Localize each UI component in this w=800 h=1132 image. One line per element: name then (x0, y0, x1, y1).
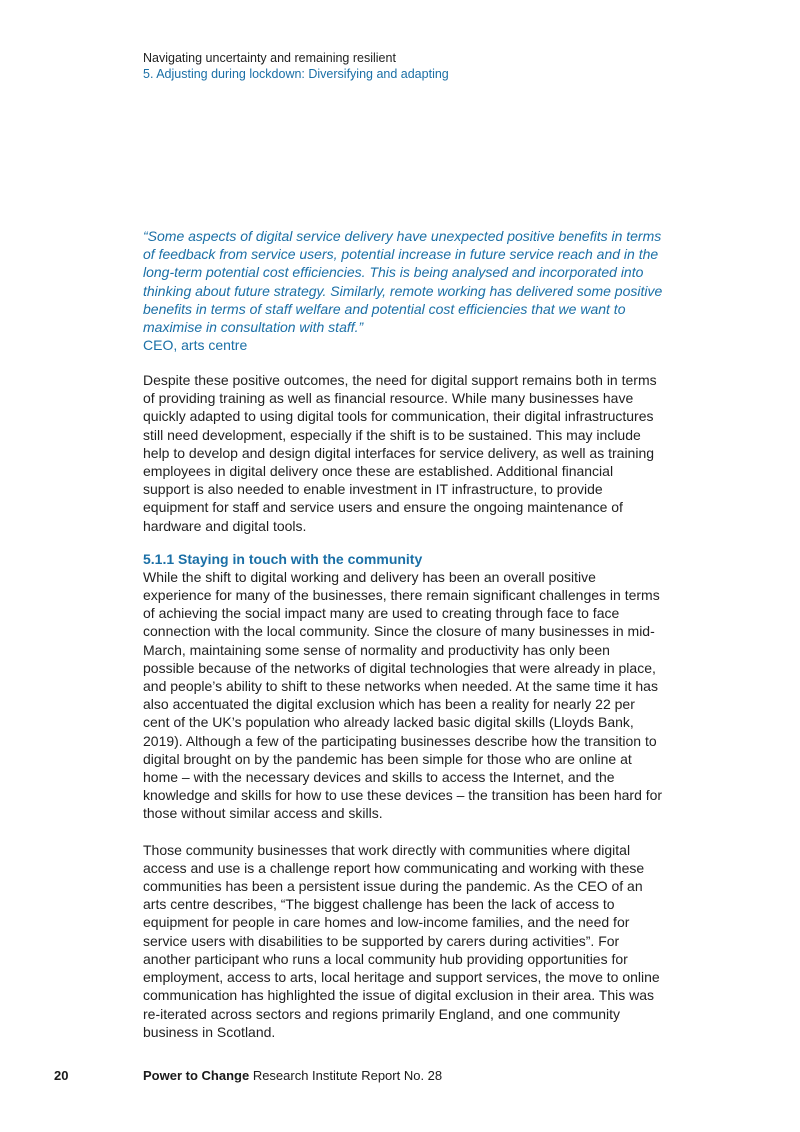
paragraph: Those community businesses that work directly with communities where digital access and use is a challenge report how communicating and working with these communities has been a persistent issue during the pandemic. As the CEO of an arts centre describes, “The biggest challenge has been the lack of access to equipment for people in care homes and low-income families, and the need for service users with disabilities to be supported by carers during activities”. For another participant who runs a local community hub providing opportunities for employment, access to arts, local heritage and support services, the move to online communication has highlighted the issue of digital exclusion in their area. This was re-iterated across sectors and regions primarily England, and one community business in Scotland. (143, 841, 660, 1040)
quote-text: “Some aspects of digital service delivery have unexpected positive benefits in terms of feedback from service users, potential increase in future service reach and in the long-term potential cost efficiencies. This is being analysed and incorporated into thinking about future strategy. Similarly, remote working has delivered some positive benefits in terms of staff welfare and potential cost efficiencies that we want to maximise in consultation with staff.” (143, 228, 663, 336)
report-name (143, 1068, 442, 1084)
report-title: Research Institute Report No. 28 (252, 1068, 443, 1083)
brand-name: Power to Change (143, 1068, 250, 1083)
chapter-title: 5. Adjusting during lockdown: Diversifying and adapting (143, 67, 449, 81)
quote-attribution: CEO, arts centre (143, 337, 248, 354)
body-content (143, 371, 663, 1041)
section-heading: 5.1.1 Staying in touch with the community (143, 550, 423, 567)
page-number: 20 (54, 1068, 69, 1083)
paragraph: Despite these positive outcomes, the need for digital support remains both in terms of providing training as well as financial resource. While many businesses have quickly adapted to using digital tools for communication, their digital infrastructures still need development, especially if the shift is to be sustained. This may include help to develop and design digital interfaces for service delivery, as well as training employees in digital delivery once these are established. Additional financial support is also needed to enable investment in IT infrastructure, to provide equipment for staff and service users and ensure the ongoing maintenance of hardware and digital tools. (143, 372, 657, 534)
paragraph: While the shift to digital working and delivery has been an overall positive experience for many of the businesses, there remain significant challenges in terms of achieving the social impact many are used to creating through face to face connection with the local community. Since the closure of many businesses in mid-March, maintaining some sense of normality and productivity has only been possible because of the networks of digital technologies that were already in place, and people’s ability to shift to these networks when needed. At the same time it has also accentuated the digital exclusion which has been a reality for nearly 22 per cent of the UK’s population who already lacked basic digital skills (Lloyds Bank, 2019). Although a few of the participating businesses describe how the transition to digital brought on by the pandemic has been simple for those who are online at home – with the necessary devices and skills to access the Internet, and the knowledge and skills for how to use these devices – the transition has been hard for those without similar access and skills. (143, 568, 663, 822)
pull-quote (143, 227, 663, 354)
running-header (143, 50, 449, 82)
document-title: Navigating uncertainty and remaining resilient (143, 51, 396, 65)
